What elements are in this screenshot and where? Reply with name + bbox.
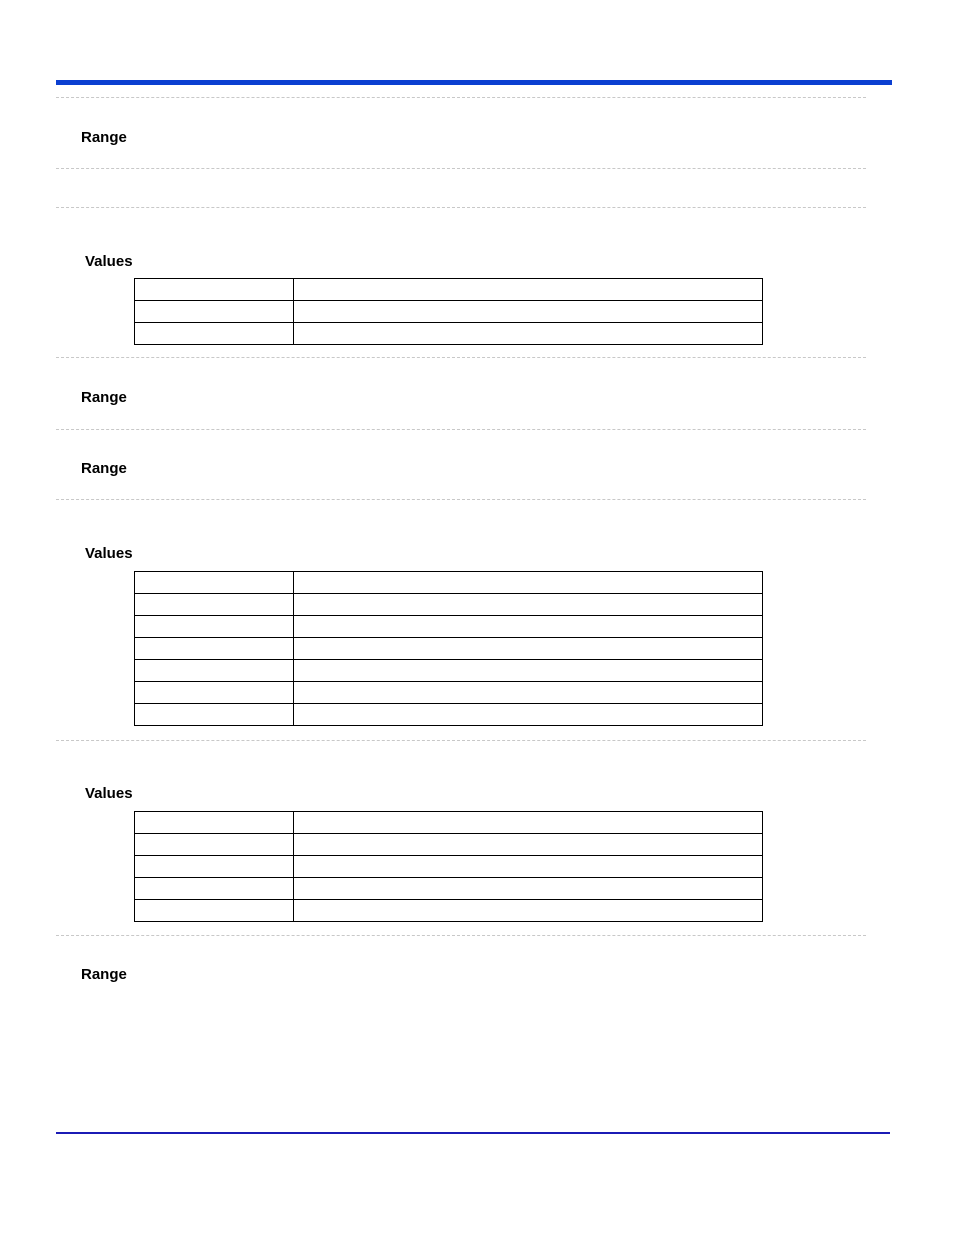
table-cell [135,616,294,638]
separator [56,740,866,741]
table-cell [135,878,294,900]
table-row [135,594,763,616]
separator [56,935,866,936]
table-cell [135,323,294,345]
table-cell [294,878,763,900]
table-row [135,301,763,323]
table-row [135,812,763,834]
values-table [134,571,763,726]
table-row [135,660,763,682]
table-cell [135,682,294,704]
table-row [135,323,763,345]
table-cell [135,638,294,660]
separator [56,499,866,500]
table-cell [294,616,763,638]
table-cell [135,834,294,856]
table-row [135,900,763,922]
table-cell [294,856,763,878]
table-cell [135,594,294,616]
footer-rule [56,1132,890,1134]
table-cell [294,279,763,301]
range-label: Range [81,966,127,983]
table-row [135,638,763,660]
table-row [135,834,763,856]
table-cell [294,572,763,594]
table-cell [135,660,294,682]
table-cell [294,682,763,704]
table-row [135,682,763,704]
table-row [135,878,763,900]
separator [56,207,866,208]
table-cell [135,704,294,726]
values-table [134,278,763,345]
table-row [135,704,763,726]
table-cell [135,812,294,834]
table-cell [294,660,763,682]
range-label: Range [81,460,127,477]
table-row [135,572,763,594]
header-rule [56,80,892,85]
table-row [135,616,763,638]
table-cell [294,301,763,323]
table-cell [294,812,763,834]
table-cell [135,856,294,878]
values-table [134,811,763,922]
values-label: Values [85,785,133,802]
table-cell [294,834,763,856]
values-label: Values [85,545,133,562]
table-cell [294,323,763,345]
table-row [135,856,763,878]
values-label: Values [85,253,133,270]
table-cell [135,279,294,301]
table-cell [135,301,294,323]
table-cell [135,900,294,922]
table-cell [294,594,763,616]
table-cell [294,704,763,726]
separator [56,168,866,169]
range-label: Range [81,129,127,146]
range-label: Range [81,389,127,406]
separator [56,357,866,358]
table-cell [294,638,763,660]
table-row [135,279,763,301]
table-cell [135,572,294,594]
table-cell [294,900,763,922]
separator [56,97,866,98]
separator [56,429,866,430]
